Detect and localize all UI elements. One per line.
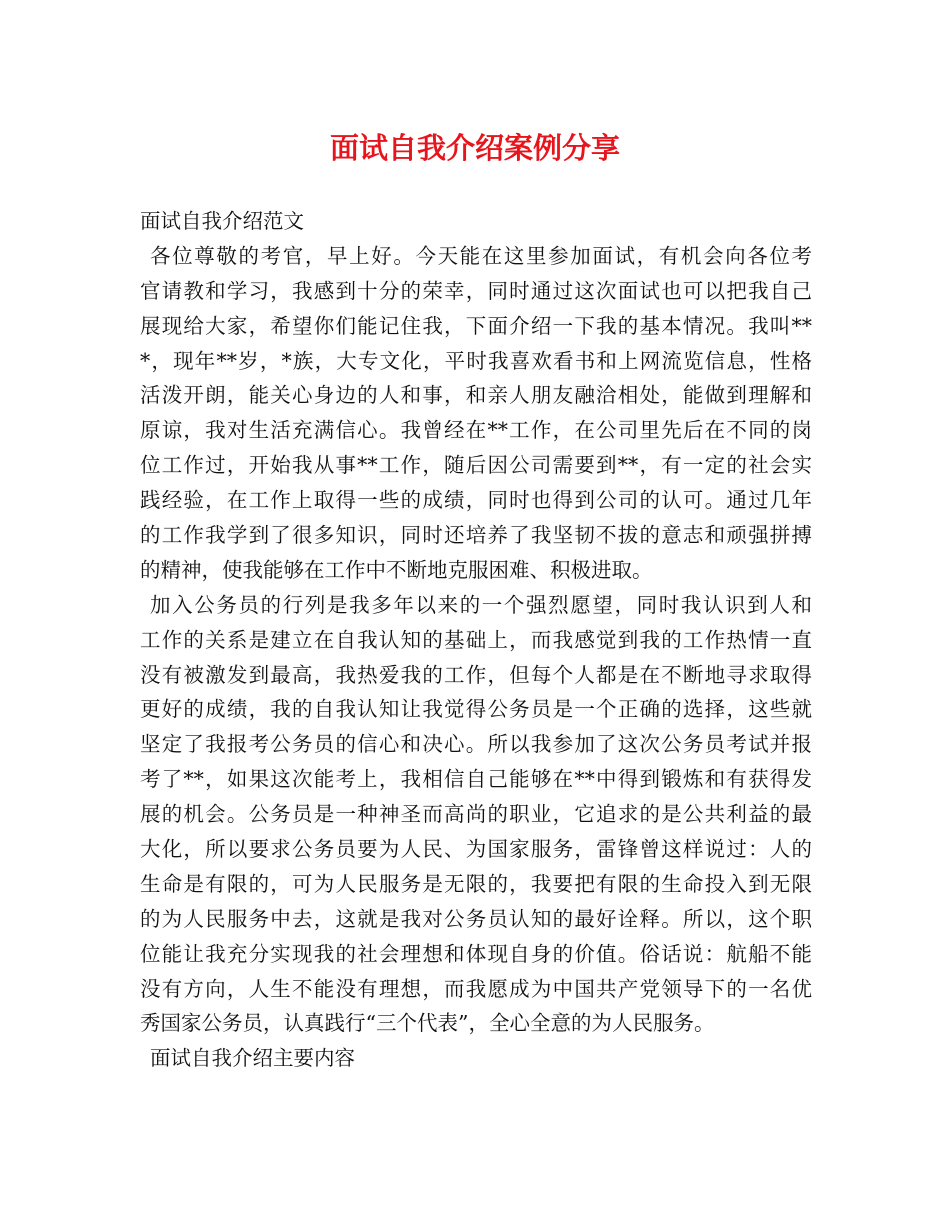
paragraph-line: 官请教和学习，我感到十分的荣幸，同时通过这次面试也可以把我自己 — [140, 278, 812, 303]
document-body — [140, 204, 812, 1076]
paragraph-line: 坚定了我报考公务员的信心和决心。所以我参加了这次公务员考试并报 — [140, 732, 812, 757]
paragraph-line: 没有方向，人生不能没有理想，而我愿成为中国共产党领导下的一名优 — [140, 976, 812, 1001]
document-title: 面试自我介绍案例分享 — [329, 131, 620, 165]
paragraph-line: 展的机会。公务员是一种神圣而高尚的职业，它追求的是公共利益的最 — [140, 802, 812, 827]
section-heading: 面试自我介绍主要内容 — [150, 1046, 355, 1071]
paragraph-line: 考了**，如果这次能考上，我相信自己能够在**中得到锻炼和有获得发 — [140, 767, 812, 792]
paragraph-line: 更好的成绩，我的自我认知让我觉得公务员是一个正确的选择，这些就 — [140, 697, 812, 722]
paragraph-line: 的为人民服务中去，这就是我对公务员认知的最好诠释。所以，这个职 — [140, 906, 812, 931]
paragraph-line: 大化，所以要求公务员要为人民、为国家服务，雷锋曾这样说过：人的 — [140, 837, 812, 862]
paragraph-line: 原谅，我对生活充满信心。我曾经在**工作，在公司里先后在不同的岗 — [140, 418, 812, 443]
paragraph-line: 各位尊敬的考官，早上好。今天能在这里参加面试，有机会向各位考 — [150, 243, 812, 268]
section-heading: 面试自我介绍范文 — [140, 209, 304, 233]
paragraph-line: 秀国家公务员，认真践行“三个代表”，全心全意的为人民服务。 — [140, 1011, 715, 1036]
paragraph-line: 位能让我充分实现我的社会理想和体现自身的价值。俗话说：航船不能 — [140, 941, 812, 966]
paragraph-line: 没有被激发到最高，我热爱我的工作，但每个人都是在不断地寻求取得 — [140, 662, 812, 687]
paragraph-line: *，现年**岁，*族，大专文化，平时我喜欢看书和上网流览信息，性格 — [140, 348, 812, 373]
paragraph-line: 生命是有限的，可为人民服务是无限的，我要把有限的生命投入到无限 — [140, 871, 812, 896]
paragraph-line: 的精神，使我能够在工作中不断地克服困难、积极进取。 — [140, 557, 653, 582]
paragraph-line: 践经验，在工作上取得一些的成绩，同时也得到公司的认可。通过几年 — [140, 488, 812, 513]
paragraph-line: 活泼开朗，能关心身边的人和事，和亲人朋友融洽相处，能做到理解和 — [140, 383, 812, 408]
paragraph-line: 加入公务员的行列是我多年以来的一个强烈愿望，同时我认识到人和 — [150, 592, 812, 617]
paragraph-line: 位工作过，开始我从事**工作，随后因公司需要到**，有一定的社会实 — [140, 453, 812, 478]
paragraph-line: 工作的关系是建立在自我认知的基础上，而我感觉到我的工作热情一直 — [140, 627, 812, 652]
paragraph-line: 展现给大家，希望你们能记住我，下面介绍一下我的基本情况。我叫** — [140, 313, 812, 338]
paragraph-line: 的工作我学到了很多知识，同时还培养了我坚韧不拔的意志和顽强拼搏 — [140, 523, 812, 548]
